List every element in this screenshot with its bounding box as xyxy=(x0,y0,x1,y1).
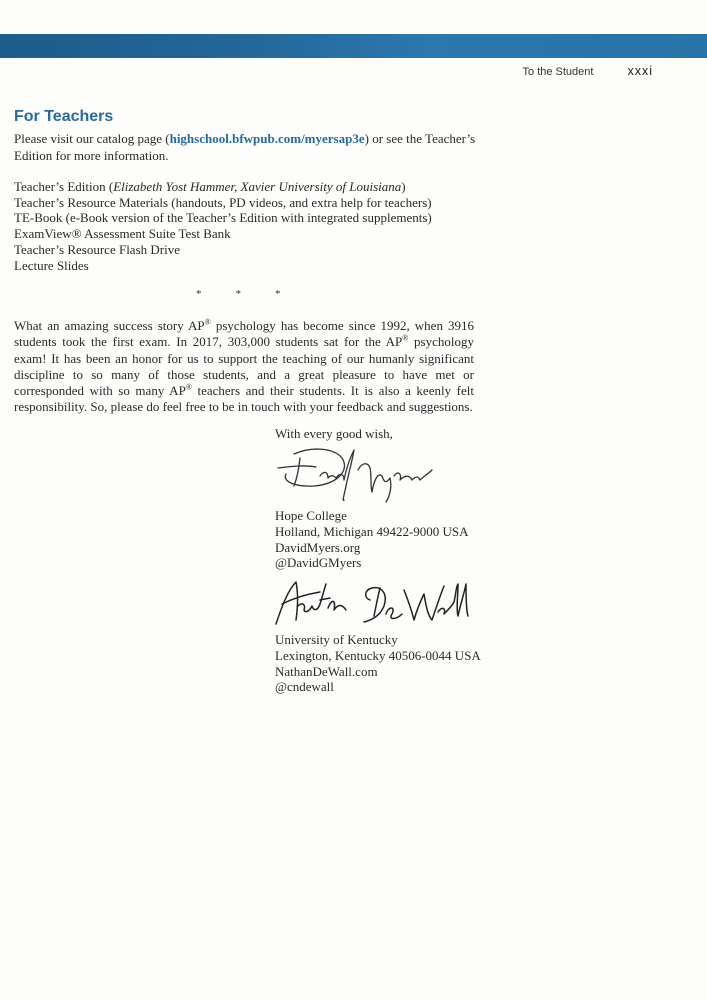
supplement-item: ExamView® Assessment Suite Test Bank xyxy=(14,226,231,242)
signoff: With every good wish, xyxy=(275,426,393,441)
separator-star: * xyxy=(235,288,241,300)
intro-text-after: ) or see the Teacher’s Edition for more information. xyxy=(14,131,476,163)
registered-mark: ® xyxy=(402,333,409,343)
supplement-item: Lecture Slides xyxy=(14,257,89,273)
author-handle: @DavidGMyers xyxy=(275,555,362,571)
teachers-edition-close: ) xyxy=(401,179,406,194)
closing-text: psychology has become since 1992, when 3916 students took the first exam. In 2017, 303,000 students sat for the AP xyxy=(14,318,475,350)
registered-mark: ® xyxy=(204,317,211,327)
supplement-item: TE-Book (e-Book version of the Teacher’s Edition with integrated supplements) xyxy=(14,210,432,226)
registered-mark: ® xyxy=(185,382,192,392)
separator-star: * xyxy=(196,288,202,300)
author-handle: @cndewall xyxy=(275,679,334,695)
author-address-dewall xyxy=(275,632,481,695)
author-website-link[interactable]: DavidMyers.org xyxy=(275,539,361,555)
page-number: xxxi xyxy=(627,64,653,78)
address-line: Holland, Michigan 49422-9000 USA xyxy=(275,523,469,539)
teachers-edition-label: Teacher’s Edition ( xyxy=(14,179,114,194)
teachers-edition-author: Elizabeth Yost Hammer, Xavier University of Louisiana xyxy=(113,179,402,194)
address-line: University of Kentucky xyxy=(275,632,398,647)
header-color-band xyxy=(0,34,707,58)
supplement-item xyxy=(14,179,432,195)
address-line: Lexington, Kentucky 40506-0044 USA xyxy=(275,647,481,663)
supplement-item: Teacher’s Resource Flash Drive xyxy=(14,241,180,257)
separator-star: * xyxy=(275,288,281,300)
running-title: To the Student xyxy=(522,66,594,78)
catalog-link[interactable]: highschool.bfwpub.com/myersap3e xyxy=(169,131,365,146)
closing-text: teachers and their students. It is also a keenly felt responsibility. So, please do feel free to be in touch with your feedback and suggestions. xyxy=(14,383,474,415)
intro-text-before: Please visit our catalog page ( xyxy=(14,131,170,146)
supplement-item: Teacher’s Resource Materials (handouts, PD videos, and extra help for teachers) xyxy=(14,194,432,210)
signature-nathan-dewall xyxy=(268,576,478,632)
address-line: Hope College xyxy=(275,508,347,523)
closing-text: psychology exam! It has been an honor for us to support the teaching of our humanly significant discipline to so many of those students, and a great pleasure to have met or corresponded with so many AP xyxy=(14,334,474,399)
intro-paragraph xyxy=(14,131,484,164)
closing-paragraph xyxy=(14,318,474,416)
running-head xyxy=(523,64,653,78)
section-title: For Teachers xyxy=(14,108,114,125)
author-website-link[interactable]: NathanDeWall.com xyxy=(275,663,378,679)
section-separator xyxy=(196,288,281,300)
signature-david-myers xyxy=(272,440,452,506)
author-address-myers xyxy=(275,508,469,571)
supplements-list xyxy=(14,179,432,273)
closing-text: What an amazing success story AP xyxy=(14,318,205,333)
